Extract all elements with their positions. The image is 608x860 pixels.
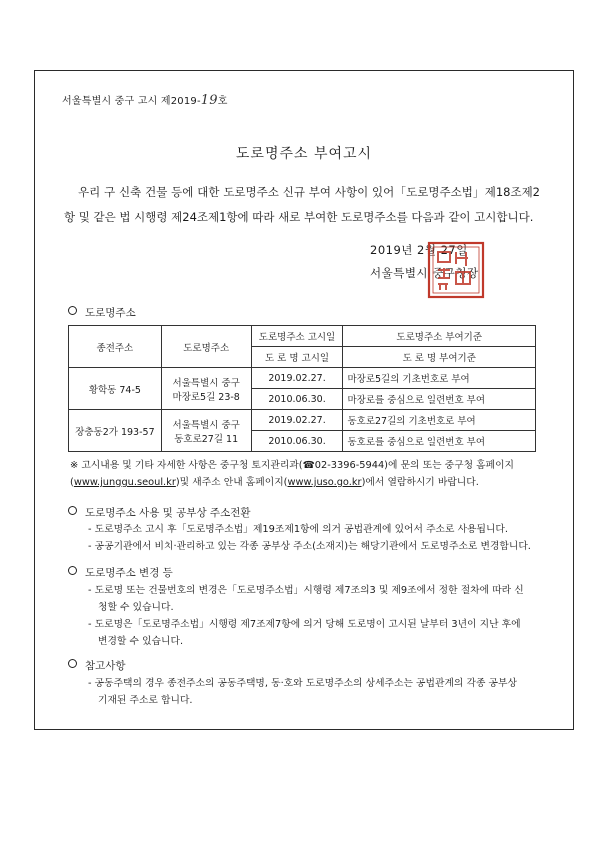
address-table — [68, 325, 536, 452]
criteria-cell: 동호로27길의 기초번호로 부여 — [343, 410, 536, 431]
section-usage-heading — [68, 505, 251, 520]
road-address-line2: 마장로5길 23-8 — [172, 391, 240, 403]
notice-date-cell: 2010.06.30. — [251, 431, 343, 452]
usage-list — [88, 521, 548, 555]
road-address-line1: 서울특별시 중구 — [172, 377, 240, 389]
section-addresses-heading — [68, 305, 136, 320]
notice-prefix: 서울특별시 중구 고시 제2019- — [62, 96, 201, 107]
road-address-cell — [161, 410, 251, 452]
header-criteria: 도로명주소 부여기준 — [343, 326, 536, 347]
section-addresses-label: 도로명주소 — [85, 307, 136, 319]
criteria-cell: 동호로를 중심으로 일련번호 부여 — [343, 431, 536, 452]
intro-paragraph: 우리 구 신축 건물 등에 대한 도로명주소 신규 부여 사항이 있어「도로명주소법」제18조제2항 및 같은 법 시행령 제24조제1항에 따라 새로 부여한 도로명주소를 다음과 같이 고시합니다. — [64, 185, 540, 224]
section-ref-label: 참고사항 — [85, 660, 126, 672]
criteria-cell: 마장로를 중심으로 일련번호 부여 — [343, 389, 536, 410]
juso-homepage-link[interactable]: www.juso.go.kr — [287, 477, 362, 488]
section-change-label: 도로명주소 변경 등 — [85, 567, 173, 579]
list-item: - 도로명은「도로명주소법」시행령 제7조제7항에 의거 당해 도로명이 고시된 날부터 3년이 지난 후에 변경할 수 있습니다. — [88, 619, 521, 647]
section-ref-heading — [68, 658, 126, 673]
notice-handwritten-number: 19 — [200, 93, 218, 108]
criteria-cell: 마장로5길의 기초번호로 부여 — [343, 368, 536, 389]
notice-date-cell: 2010.06.30. — [251, 389, 343, 410]
signer: 서울특별시 중구청장 — [370, 266, 479, 280]
notice-suffix: 호 — [217, 96, 228, 107]
header-old-address: 종전주소 — [69, 326, 162, 368]
list-item: - 공동주택의 경우 종전주소의 공동주택명, 동·호와 도로명주소의 상세주소는 공법관계의 각종 공부상 기재된 주소로 합니다. — [88, 678, 517, 706]
table-row — [69, 368, 536, 389]
note-end: )에서 열람하시기 바랍니다. — [361, 477, 479, 488]
document-title: 도로명주소 부여고시 — [235, 146, 373, 162]
road-address-line1: 서울특별시 중구 — [172, 419, 240, 431]
change-list — [88, 582, 528, 650]
notice-date-cell: 2019.02.27. — [251, 368, 343, 389]
road-address-line2: 동호로27길 11 — [174, 433, 239, 445]
list-item: - 공공기관에서 비치·관리하고 있는 각종 공부상 주소(소재지)는 해당기관에서 도로명주소로 변경합니다. — [88, 541, 531, 552]
header-road-criteria: 도 로 명 부여기준 — [343, 347, 536, 368]
notice-date-cell: 2019.02.27. — [251, 410, 343, 431]
inquiry-note: ※ 고시내용 및 기타 자세한 사항은 중구청 토지관리과(☎02-3396-5944)에 문의 또는 중구청 홈페이지 (www.junggu.seoul.kr)및 새주소 안내 홈페이지(www.juso.go.kr)에서 열람하시기 바랍니다. — [70, 460, 515, 488]
old-address-cell: 장충동2가 193-57 — [69, 410, 162, 452]
bullet-circle-icon — [68, 506, 77, 515]
bullet-circle-icon — [68, 306, 77, 315]
bullet-circle-icon — [68, 659, 77, 668]
bullet-circle-icon — [68, 566, 77, 575]
note-text: ※ 고시내용 및 기타 자세한 사항은 중구청 토지관리과(☎02-3396-5944)에 문의 또는 중구청 홈페이지 — [70, 460, 515, 471]
header-notice-date: 도로명주소 고시일 — [251, 326, 343, 347]
section-change-heading — [68, 565, 173, 580]
ref-list — [88, 675, 528, 709]
notice-date: 2019년 2월 27일 — [370, 243, 468, 257]
table-row — [69, 410, 536, 431]
junggu-homepage-link[interactable]: www.junggu.seoul.kr — [73, 477, 176, 488]
note-mid: )및 새주소 안내 홈페이지( — [175, 477, 288, 488]
official-seal-icon — [426, 240, 486, 300]
old-address-cell: 황학동 74-5 — [69, 368, 162, 410]
list-item: - 도로명주소 고시 후「도로명주소법」제19조제1항에 의거 공법관계에 있어서 주소로 사용됩니다. — [88, 524, 509, 535]
section-usage-label: 도로명주소 사용 및 공부상 주소전환 — [85, 507, 251, 519]
notice-number — [62, 92, 228, 108]
header-road-address: 도로명주소 — [161, 326, 251, 368]
header-road-notice-date: 도 로 명 고시일 — [251, 347, 343, 368]
list-item: - 도로명 또는 건물번호의 변경은「도로명주소법」시행령 제7조의3 및 제9조에서 정한 절차에 따라 신청할 수 있습니다. — [88, 585, 524, 613]
road-address-cell — [161, 368, 251, 410]
